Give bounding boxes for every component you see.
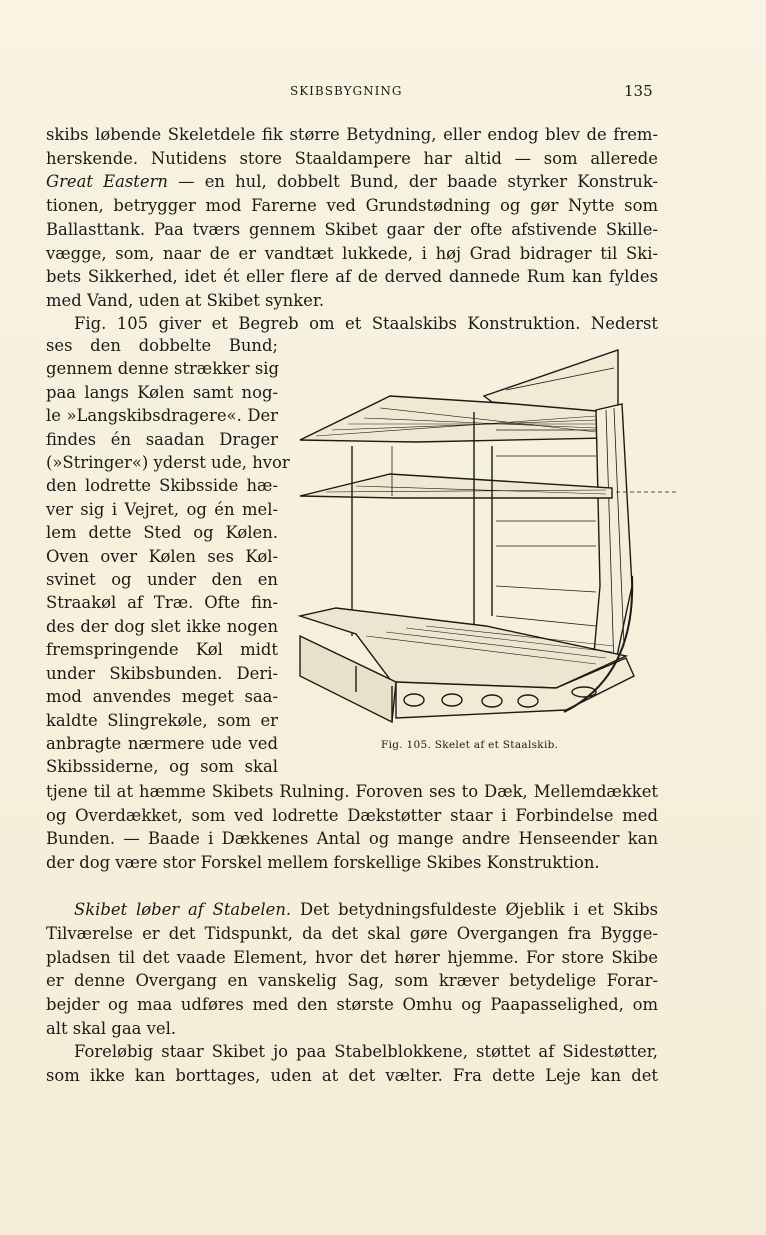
text-line: bets Sikkerhed, idet ét eller flere af de derved dannede Rum kan fyldes	[46, 267, 658, 287]
text-line: (»Stringer«) yderst ude, hvor	[46, 453, 290, 473]
text-line: kaldte Slingrekøle, som er	[46, 710, 278, 730]
text-line: Skibssiderne, og som skal	[46, 757, 278, 777]
paragraph-4-first-line	[74, 1040, 658, 1064]
text-line: Tilværelse er det Tidspunkt, da det skal gøre Overgangen fra Bygge-	[46, 924, 658, 943]
text-line: gennem denne strækker sig	[46, 359, 279, 379]
text-line: alt skal gaa vel.	[46, 1018, 177, 1038]
running-head: SKIBSBYGNING	[290, 84, 403, 98]
text-line: der dog være stor Forskel mellem forskellige Skibes Konstruktion.	[46, 853, 600, 873]
text-line: Ballasttank. Paa tværs gennem Skibet gaar der ofte afstivende Skille-	[46, 219, 658, 239]
paragraph-3-first-line	[74, 898, 658, 922]
text-line: er denne Overgang en vanskelig Sag, som kræver betydelige Forar-	[46, 971, 658, 991]
text-line: le »Langskibsdragere«. Der	[46, 406, 278, 426]
paragraph-3	[46, 922, 658, 1041]
text-line: tionen, betrygger mod Farerne ved Grundstødning og gør Nytte som	[46, 196, 658, 216]
text-line: Skibet løber af Stabelen. Det betydningsfuldeste Øjeblik i et Skibs	[74, 900, 658, 919]
text-line: Foreløbig staar Skibet jo paa Stabelblokkene, støttet af Sidestøtter,	[74, 1042, 658, 1061]
figure-caption: Fig. 105. Skelet af et Staalskib.	[381, 739, 559, 751]
section-heading: Skibet løber af Stabelen.	[74, 900, 292, 919]
text-line: under Skibsbunden. Deri-	[46, 663, 278, 683]
text-line: lem dette Sted og Kølen.	[46, 523, 278, 543]
ship-skeleton-figure	[296, 346, 686, 736]
text-line: ver sig i Vejret, og én mel-	[46, 499, 278, 519]
text-line: des der dog slet ikke nogen	[46, 616, 278, 636]
text-line: svinet og under den en	[46, 570, 278, 590]
text-line: ses den dobbelte Bund;	[46, 336, 278, 355]
text-line: fremspringende Køl midt	[46, 640, 278, 660]
text-line: den lodrette Skibsside hæ-	[46, 476, 278, 496]
text-line: mod anvendes meget saa-	[46, 687, 278, 707]
text-line: og Overdækket, som ved lodrette Dækstøtter staar i Forbindelse med	[46, 805, 658, 825]
text-line: Fig. 105 giver et Begreb om et Staalskibs Konstruktion. Nederst	[74, 314, 658, 333]
page-number: 135	[624, 82, 653, 100]
text-line: Oven over Kølen ses Køl-	[46, 546, 278, 566]
text-line: pladsen til det vaade Element, hvor det hører hjemme. For store Skibe	[46, 947, 658, 967]
ship-skeleton-illustration	[296, 346, 686, 736]
text-line: som ikke kan borttages, uden at det vælter. Fra dette Leje kan det	[46, 1066, 658, 1085]
text-line: Straakøl af Træ. Ofte fin-	[46, 593, 278, 613]
text-line: Bunden. — Baade i Dækkenes Antal og mange andre Henseender kan	[46, 829, 658, 849]
text-line: tjene til at hæmme Skibets Rulning. Foroven ses to Dæk, Mellemdækket	[46, 782, 658, 801]
text-line: anbragte nærmere ude ved	[46, 733, 278, 753]
text-line: findes én saadan Drager	[46, 429, 278, 449]
text-line: Great Eastern — en hul, dobbelt Bund, der baade styrker Konstruk-	[46, 172, 659, 192]
text-line: vægge, som, naar de er vandtæt lukkede, i høj Grad bidrager til Ski-	[46, 243, 658, 263]
paragraph-2-first-line	[74, 312, 658, 336]
paragraph-2-wrapped-column	[46, 334, 290, 779]
ship-name-italic: Great Eastern	[46, 172, 168, 192]
paragraph-1	[46, 123, 658, 313]
text-line: herskende. Nutidens store Staaldampere har altid — som allerede	[46, 148, 658, 168]
paragraph-4	[46, 1064, 658, 1088]
text-line: med Vand, uden at Skibet synker.	[46, 290, 325, 310]
text-line: bejder og maa udføres med den største Omhu og Paapasselighed, om	[46, 995, 658, 1015]
text-line: skibs løbende Skeletdele fik større Betydning, eller endog blev de frem-	[46, 125, 658, 144]
text-line: paa langs Kølen samt nog-	[46, 382, 278, 402]
paragraph-2-remainder	[46, 780, 658, 875]
